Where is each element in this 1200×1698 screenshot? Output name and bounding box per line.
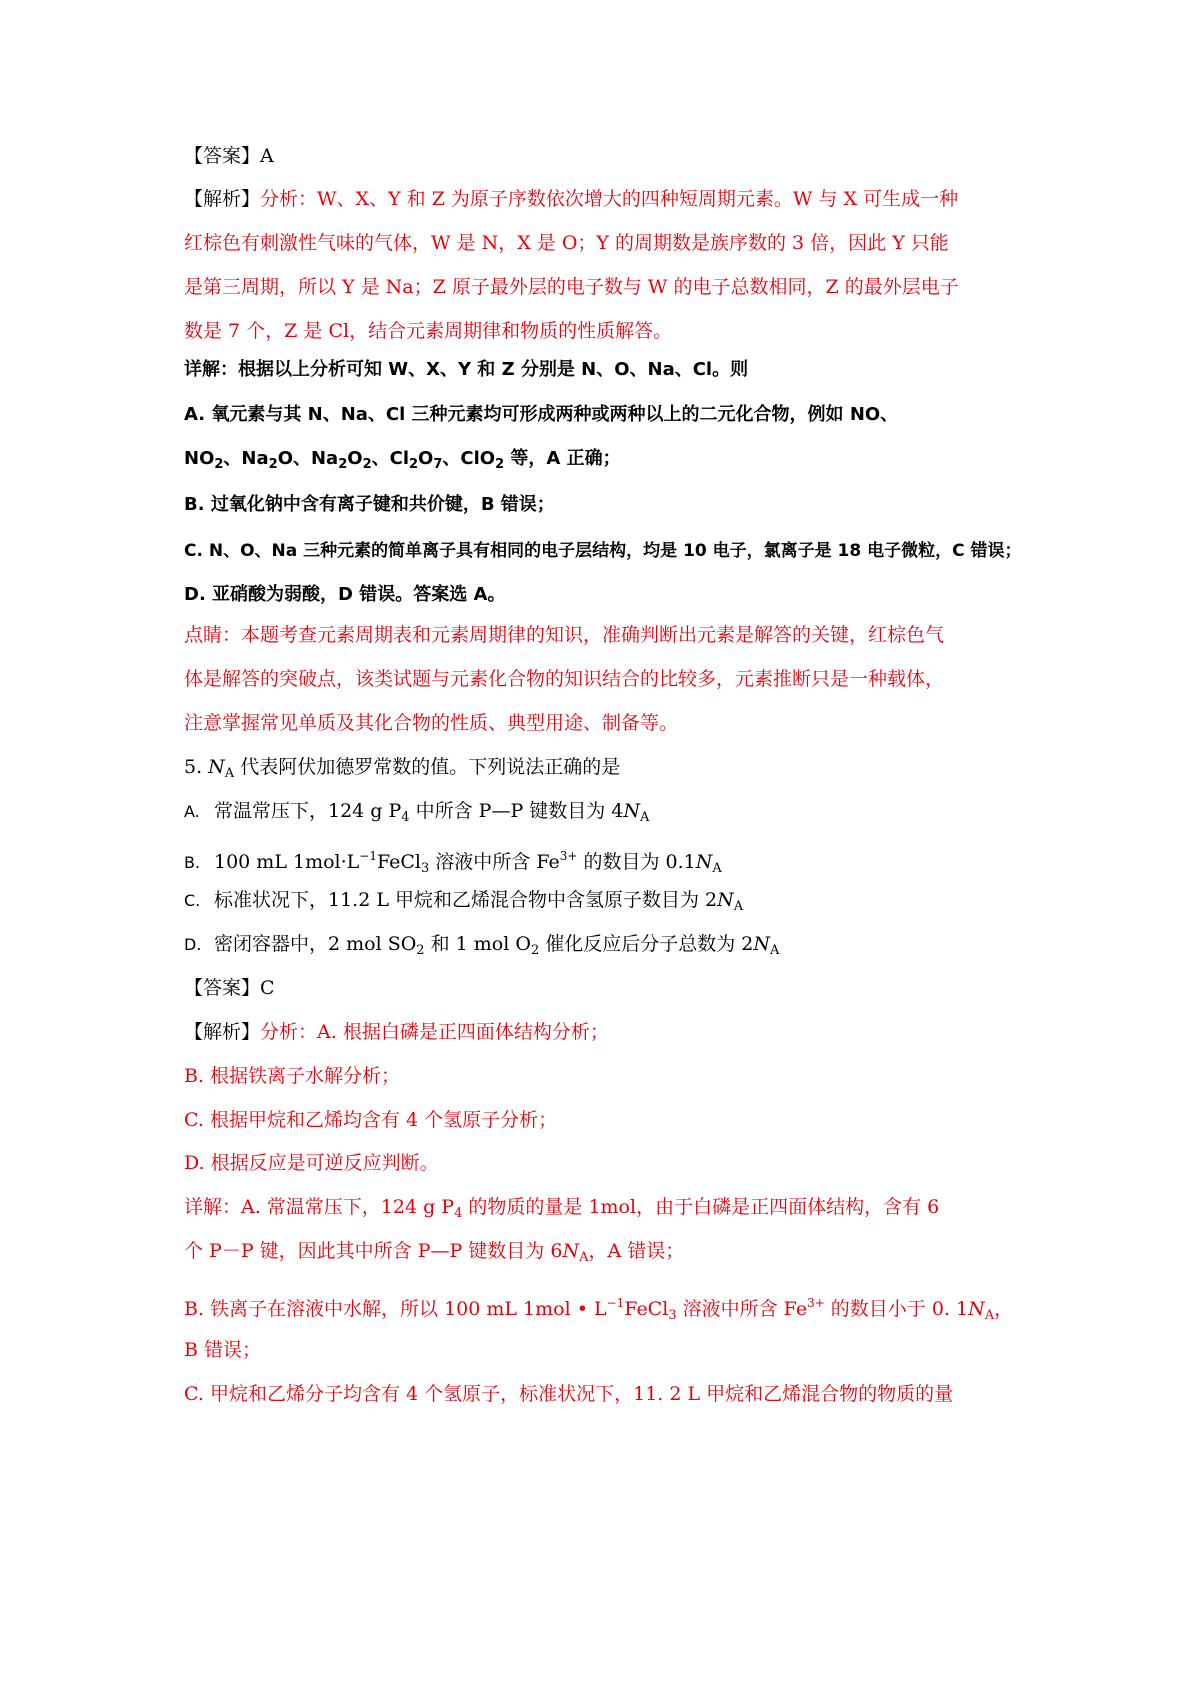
q5-analysis-line-4: D. 根据反应是可逆反应判断。 — [184, 1152, 439, 1174]
q4-option-a-line-1: A. 氧元素与其 N、Na、Cl 三种元素均可形成两种或两种以上的二元化合物，例如 NO、 — [184, 404, 899, 425]
q5-detail-c-line-1: C. 甲烷和乙烯分子均含有 4 个氢原子，标准状况下，11. 2 L 甲烷和乙烯混合物的物质的量 — [184, 1383, 954, 1405]
q4-detail: 详解：根据以上分析可知 W、X、Y 和 Z 分别是 N、O、Na、Cl。则 — [184, 359, 749, 380]
q4-point-line-3: 注意掌握常见单质及其化合物的性质、典型用途、制备等。 — [184, 712, 679, 734]
q4-point-line-2: 体是解答的突破点，该类试题与元素化合物的知识结合的比较多，元素推断只是一种载体， — [184, 668, 945, 690]
q4-point-line-1: 点睛：本题考查元素周期表和元素周期律的知识，准确判断出元素是解答的关键，红棕色气 — [184, 624, 945, 646]
q5-analysis-line-2: B. 根据铁离子水解分析； — [184, 1065, 401, 1087]
q5-stem: 5. $N_A$ 代表阿伏加德罗常数的值。下列说法正确的是 — [184, 756, 621, 781]
q4-analysis-line-3: 是第三周期，所以 Y 是 Na；Z 原子最外层的电子数与 W 的电子总数相同，Z 的最外层电子 — [184, 276, 959, 298]
q4-option-c: C. N、O、Na 三种元素的简单离子具有相同的电子层结构，均是 10 电子，氯离子是 18 电子微粒，C 错误； — [184, 541, 1022, 561]
q4-answer: 【答案】A — [184, 145, 274, 167]
q5-detail-b-line-2: B 错误； — [184, 1339, 262, 1361]
q4-analysis-line-4: 数是 7 个，Z 是 Cl，结合元素周期律和物质的性质解答。 — [184, 320, 673, 342]
q4-analysis-line-1: 【解析】分析：W、X、Y 和 Z 为原子序数依次增大的四种短周期元素。W 与 X 可生成一种 — [184, 188, 959, 210]
q5-option-d: D. 密闭容器中，2 mol $SO_2$ 和 1 mol $O_2$ 催化反应后分子总数为 $2N_A$ — [184, 933, 780, 958]
q5-detail-b-line-1: B. 铁离子在溶液中水解，所以 100 mL 1mol • $L^{-1}FeCl_3$ 溶液中所含 $Fe^{3+}$ 的数目小于 0. $1N_A$， — [184, 1296, 1014, 1323]
q4-option-a-line-2: $NO_2$、$Na_2O$、$Na_2O_2$、$Cl_2O_7$、ClO$_2$ 等，A 正确； — [184, 448, 621, 472]
q5-detail-a-line-2: 个 P－P 键，因此其中所含 P—P 键数目为 $6N_A$，A 错误； — [184, 1240, 685, 1265]
q5-analysis-line-1: 【解析】分析：A. 根据白磷是正四面体结构分析； — [184, 1021, 609, 1043]
q5-analysis-tag: 【解析】 — [184, 1021, 261, 1043]
q5-answer: 【答案】C — [184, 977, 275, 999]
q4-analysis-tag: 【解析】 — [184, 188, 261, 210]
q5-option-b: B. 100 mL $1mol\cdot L^{-1}FeCl_3$ 溶液中所含 $Fe^{3+}$ 的数目为 $0.1N_A$ — [184, 849, 722, 876]
q5-option-a: A. 常温常压下，124 g $P_4$ 中所含 P—P 键数目为 $4N_A$ — [184, 800, 650, 825]
q4-analysis-line-2: 红棕色有刺激性气味的气体，W 是 N，X 是 O；Y 的周期数是族序数的 3 倍，因此 Y 只能 — [184, 232, 949, 254]
q5-analysis-line-3: C. 根据甲烷和乙烯均含有 4 个氢原子分析； — [184, 1109, 558, 1131]
q4-option-d: D. 亚硝酸为弱酸，D 错误。答案选 A。 — [184, 584, 506, 605]
q5-option-c: C. 标准状况下，11.2 L 甲烷和乙烯混合物中含氢原子数目为 $2N_A$ — [184, 889, 744, 914]
q4-option-b: B. 过氧化钠中含有离子键和共价键，B 错误； — [184, 494, 555, 515]
q5-detail-a-line-1: 详解：A. 常温常压下，124 g $P_4$ 的物质的量是 1mol，由于白磷是正四面体结构，含有 6 — [184, 1196, 940, 1221]
